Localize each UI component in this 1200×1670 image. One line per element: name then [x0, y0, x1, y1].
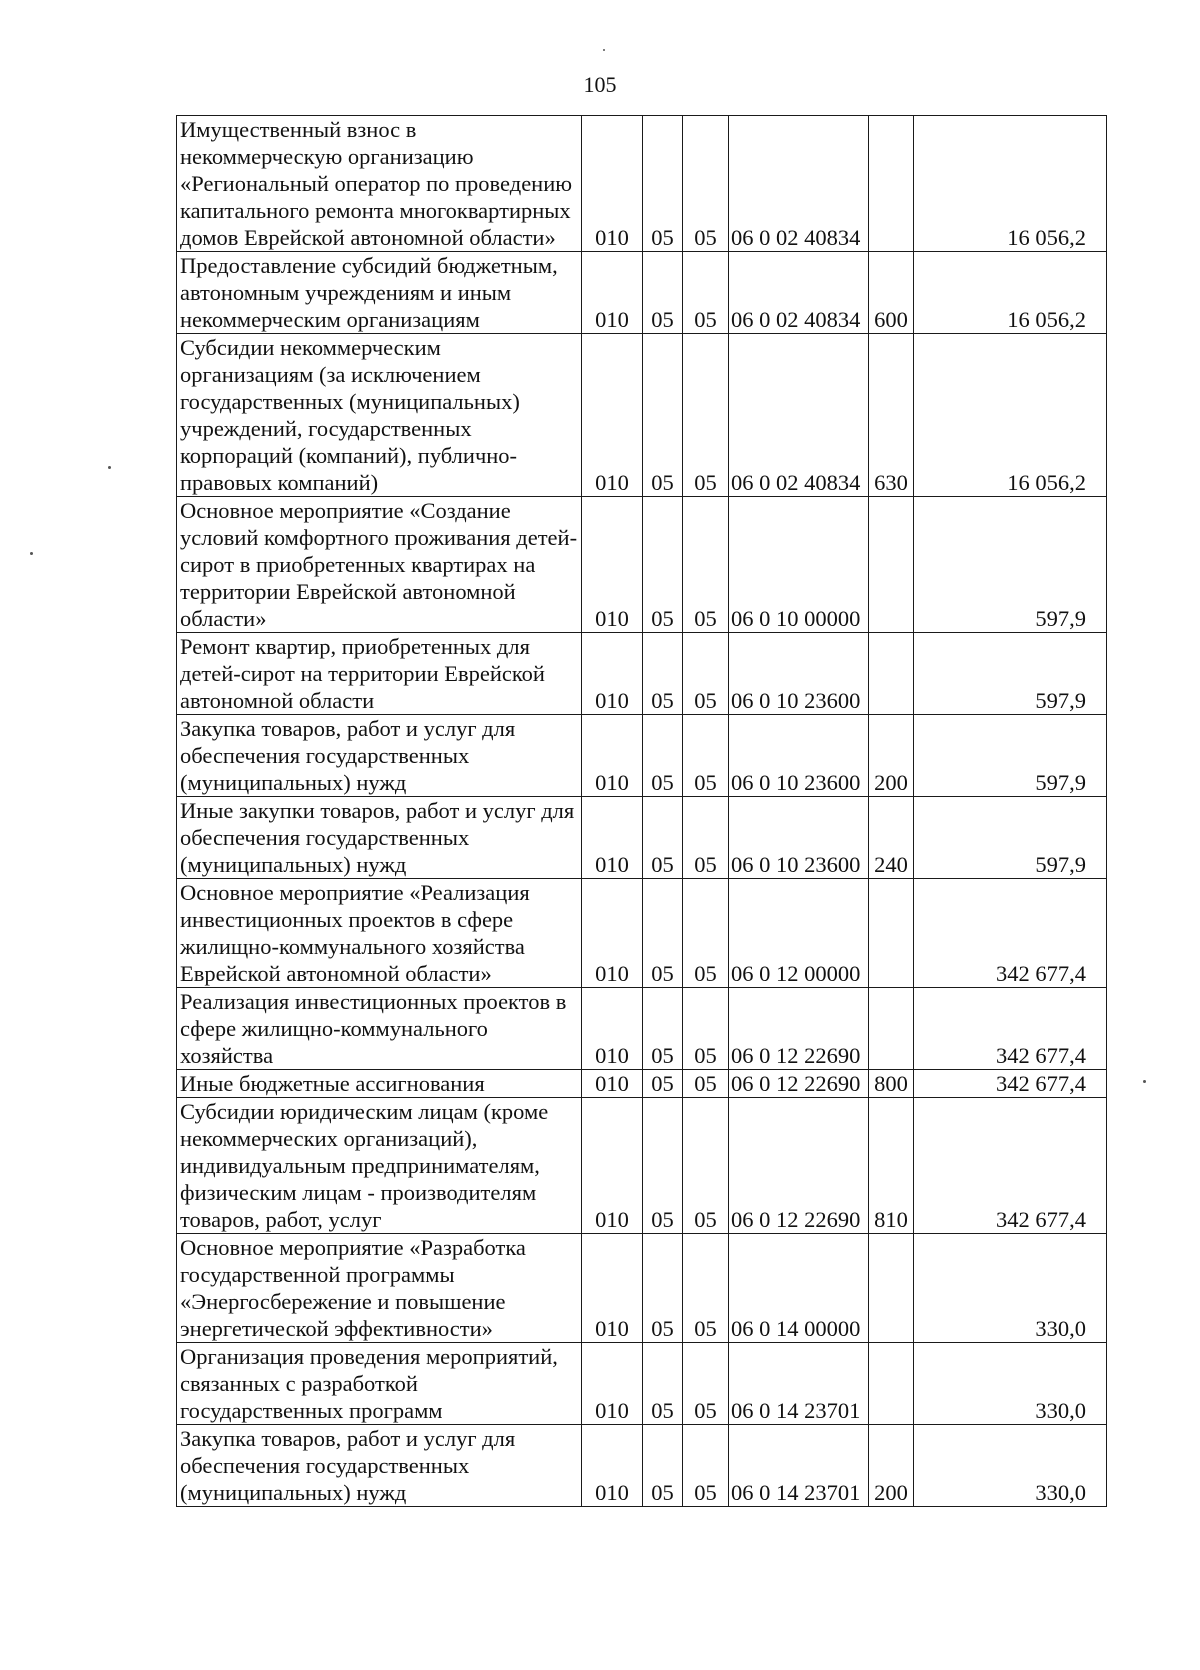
row-amount: 597,9	[914, 715, 1107, 797]
row-subsection-code: 05	[683, 1425, 729, 1507]
row-subsection-code: 05	[683, 334, 729, 497]
row-subsection-code: 05	[683, 1234, 729, 1343]
row-target-article-code: 06 0 02 40834	[729, 252, 869, 334]
row-expense-type-code	[869, 116, 914, 252]
row-expense-type-code: 200	[869, 1425, 914, 1507]
row-name-cell: Субсидии юридическим лицам (кроме некоммерческих организаций), индивидуальным предпринимателям, физическим лицам - производителям товаров, работ, услуг	[177, 1098, 582, 1234]
table-row	[177, 1070, 1107, 1098]
row-amount: 16 056,2	[914, 116, 1107, 252]
row-name-cell: Организация проведения мероприятий, связанных с разработкой государственных программ	[177, 1343, 582, 1425]
row-target-article-code: 06 0 10 23600	[729, 797, 869, 879]
table-row	[177, 988, 1107, 1070]
table-row	[177, 1098, 1107, 1234]
row-section-code: 05	[643, 1070, 683, 1098]
row-section-code: 05	[643, 252, 683, 334]
row-expense-type-code: 800	[869, 1070, 914, 1098]
row-subsection-code: 05	[683, 1098, 729, 1234]
table-row	[177, 797, 1107, 879]
row-name-cell: Закупка товаров, работ и услуг для обеспечения государственных (муниципальных) нужд	[177, 715, 582, 797]
row-target-article-code: 06 0 10 00000	[729, 497, 869, 633]
table-row	[177, 1234, 1107, 1343]
table-row	[177, 116, 1107, 252]
row-subsection-code: 05	[683, 633, 729, 715]
row-ministry-code: 010	[582, 988, 643, 1070]
row-section-code: 05	[643, 879, 683, 988]
row-section-code: 05	[643, 1234, 683, 1343]
row-name-cell: Предоставление субсидий бюджетным, автономным учреждениям и иным некоммерческим организациям	[177, 252, 582, 334]
row-target-article-code: 06 0 10 23600	[729, 715, 869, 797]
row-subsection-code: 05	[683, 252, 729, 334]
row-amount: 597,9	[914, 633, 1107, 715]
row-subsection-code: 05	[683, 497, 729, 633]
row-subsection-code: 05	[683, 988, 729, 1070]
table-row	[177, 879, 1107, 988]
row-ministry-code: 010	[582, 1425, 643, 1507]
row-expense-type-code	[869, 1234, 914, 1343]
row-ministry-code: 010	[582, 334, 643, 497]
row-amount: 16 056,2	[914, 334, 1107, 497]
row-section-code: 05	[643, 497, 683, 633]
scan-speck	[603, 49, 605, 51]
row-expense-type-code	[869, 497, 914, 633]
row-subsection-code: 05	[683, 116, 729, 252]
row-expense-type-code	[869, 879, 914, 988]
row-expense-type-code	[869, 1343, 914, 1425]
table-row	[177, 715, 1107, 797]
row-target-article-code: 06 0 02 40834	[729, 334, 869, 497]
row-expense-type-code: 630	[869, 334, 914, 497]
page-number: 105	[583, 72, 617, 97]
row-section-code: 05	[643, 633, 683, 715]
row-name-cell: Иные бюджетные ассигнования	[177, 1070, 582, 1098]
row-target-article-code: 06 0 12 00000	[729, 879, 869, 988]
row-subsection-code: 05	[683, 715, 729, 797]
row-expense-type-code: 810	[869, 1098, 914, 1234]
row-section-code: 05	[643, 797, 683, 879]
table-row	[177, 1343, 1107, 1425]
row-name-cell: Ремонт квартир, приобретенных для детей-сирот на территории Еврейской автономной области	[177, 633, 582, 715]
row-expense-type-code	[869, 633, 914, 715]
row-amount: 342 677,4	[914, 879, 1107, 988]
row-ministry-code: 010	[582, 797, 643, 879]
row-subsection-code: 05	[683, 1343, 729, 1425]
row-section-code: 05	[643, 988, 683, 1070]
row-section-code: 05	[643, 1425, 683, 1507]
table-row	[177, 334, 1107, 497]
row-amount: 16 056,2	[914, 252, 1107, 334]
scan-speck	[108, 466, 111, 469]
scan-speck	[1143, 1080, 1146, 1083]
table-row	[177, 252, 1107, 334]
row-ministry-code: 010	[582, 879, 643, 988]
row-expense-type-code	[869, 988, 914, 1070]
row-ministry-code: 010	[582, 715, 643, 797]
row-target-article-code: 06 0 14 23701	[729, 1425, 869, 1507]
row-subsection-code: 05	[683, 797, 729, 879]
row-target-article-code: 06 0 12 22690	[729, 1070, 869, 1098]
row-ministry-code: 010	[582, 1098, 643, 1234]
row-section-code: 05	[643, 715, 683, 797]
row-amount: 342 677,4	[914, 1098, 1107, 1234]
table-row	[177, 1425, 1107, 1507]
row-target-article-code: 06 0 12 22690	[729, 988, 869, 1070]
row-ministry-code: 010	[582, 116, 643, 252]
row-target-article-code: 06 0 10 23600	[729, 633, 869, 715]
row-expense-type-code: 600	[869, 252, 914, 334]
row-amount: 597,9	[914, 797, 1107, 879]
row-amount: 342 677,4	[914, 1070, 1107, 1098]
row-amount: 330,0	[914, 1425, 1107, 1507]
row-target-article-code: 06 0 02 40834	[729, 116, 869, 252]
row-section-code: 05	[643, 116, 683, 252]
row-target-article-code: 06 0 12 22690	[729, 1098, 869, 1234]
row-ministry-code: 010	[582, 252, 643, 334]
row-ministry-code: 010	[582, 633, 643, 715]
row-ministry-code: 010	[582, 1234, 643, 1343]
row-subsection-code: 05	[683, 879, 729, 988]
row-name-cell: Субсидии некоммерческим организациям (за исключением государственных (муниципальных) учреждений, государственных корпораций (компаний), публично-правовых компаний)	[177, 334, 582, 497]
scan-speck	[30, 552, 33, 555]
row-amount: 342 677,4	[914, 988, 1107, 1070]
row-name-cell: Иные закупки товаров, работ и услуг для обеспечения государственных (муниципальных) нужд	[177, 797, 582, 879]
row-ministry-code: 010	[582, 1343, 643, 1425]
table-row	[177, 633, 1107, 715]
row-name-cell: Основное мероприятие «Реализация инвестиционных проектов в сфере жилищно-коммунального хозяйства Еврейской автономной области»	[177, 879, 582, 988]
budget-table	[176, 115, 1107, 1507]
row-name-cell: Основное мероприятие «Создание условий комфортного проживания детей-сирот в приобретенных квартирах на территории Еврейской автономной области»	[177, 497, 582, 633]
row-amount: 330,0	[914, 1234, 1107, 1343]
row-name-cell: Имущественный взнос в некоммерческую организацию «Региональный оператор по проведению капитального ремонта многоквартирных домов Еврейской автономной области»	[177, 116, 582, 252]
row-section-code: 05	[643, 1098, 683, 1234]
row-amount: 330,0	[914, 1343, 1107, 1425]
table-row	[177, 497, 1107, 633]
row-amount: 597,9	[914, 497, 1107, 633]
row-ministry-code: 010	[582, 1070, 643, 1098]
row-name-cell: Закупка товаров, работ и услуг для обеспечения государственных (муниципальных) нужд	[177, 1425, 582, 1507]
row-expense-type-code: 200	[869, 715, 914, 797]
table-body	[177, 116, 1107, 1507]
row-name-cell: Реализация инвестиционных проектов в сфере жилищно-коммунального хозяйства	[177, 988, 582, 1070]
row-section-code: 05	[643, 334, 683, 497]
row-target-article-code: 06 0 14 23701	[729, 1343, 869, 1425]
row-name-cell: Основное мероприятие «Разработка государственной программы «Энергосбережение и повышение энергетической эффективности»	[177, 1234, 582, 1343]
row-target-article-code: 06 0 14 00000	[729, 1234, 869, 1343]
row-ministry-code: 010	[582, 497, 643, 633]
row-subsection-code: 05	[683, 1070, 729, 1098]
row-expense-type-code: 240	[869, 797, 914, 879]
row-section-code: 05	[643, 1343, 683, 1425]
